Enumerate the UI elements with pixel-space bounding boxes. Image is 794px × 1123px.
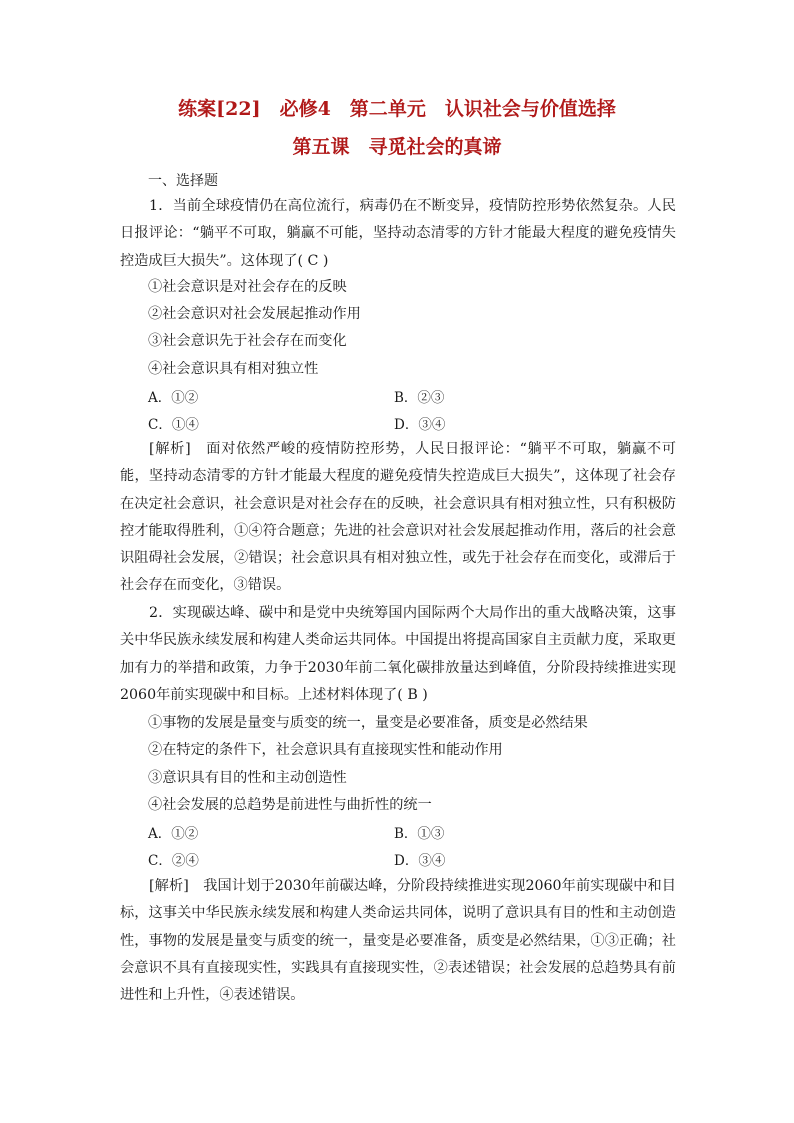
q1-choice-c: C．①④ (148, 417, 199, 433)
q2-choice-d: D．③④ (394, 853, 446, 869)
lesson-title: 第五课 寻觅社会的真谛 (292, 136, 502, 158)
q1-analysis: [解析] 面对依然严峻的疫情防控形势，人民日报评论：“躺平不可取，躺赢不可能，坚持动态清零的方针才能最大程度的避免疫情失控造成巨大损失”，这体现了社会存在决定社会意识，社会意识是对社会存在的反映，社会意识具有相对独立性，只有积极防控才能取得胜利，①④符合题意；先进的社会意识对社会发展起推动作用，落后的社会意识阻碍社会发展，②错误；社会意识具有相对独立性，或先于社会存在而变化，或滞后于社会存在而变化，③错误。 (120, 441, 676, 594)
q2-choice-a: A．①② (148, 826, 199, 842)
q1-choice-b: B．②③ (394, 390, 445, 406)
q2-statement-4: ④社会发展的总趋势是前进性与曲折性的统一 (148, 797, 432, 813)
q2-choice-b: B．①③ (394, 826, 445, 842)
q2-statement-3: ③意识具有目的性和主动创造性 (148, 770, 347, 786)
question-1-stem: 1．当前全球疫情仍在高位流行，病毒仍在不断变异，疫情防控形势依然复杂。人民日报评论：“躺平不可取，躺赢不可能，坚持动态清零的方针才能最大程度的避免疫情失控造成巨大损失”。这体现了( C ) (120, 198, 676, 269)
question-2-stem: 2．实现碳达峰、碳中和是党中央统筹国内国际两个大局作出的重大战略决策，这事关中华民族永续发展和构建人类命运共同体。中国提出将提高国家自主贡献力度，采取更加有力的举措和政策，力争于2030年前二氧化碳排放量达到峰值，分阶段持续推进实现2060年前实现碳中和目标。上述材料体现了( B ) (120, 605, 676, 703)
q1-statement-1: ①社会意识是对社会存在的反映 (148, 279, 347, 295)
q1-choice-d: D．③④ (394, 417, 446, 433)
q2-choice-c: C．②④ (148, 853, 199, 869)
q1-statement-2: ②社会意识对社会发展起推动作用 (148, 306, 361, 322)
q2-analysis: [解析] 我国计划于2030年前碳达峰，分阶段持续推进实现2060年前实现碳中和目标，这事关中华民族永续发展和构建人类命运共同体，说明了意识具有目的性和主动创造性，事物的发展是量变与质变的统一，量变是必要准备，质变是必然结果，①③正确；社会意识不具有直接现实性，实践具有直接现实性，②表述错误；社会发展的总趋势具有前进性和上升性，④表述错误。 (120, 878, 676, 1004)
q1-choice-a: A．①② (148, 390, 199, 406)
q2-statement-2: ②在特定的条件下，社会意识具有直接现实性和能动作用 (148, 742, 503, 758)
q1-statement-3: ③社会意识先于社会存在而变化 (148, 333, 347, 349)
q2-statement-1: ①事物的发展是量变与质变的统一，量变是必要准备，质变是必然结果 (148, 715, 588, 731)
q1-statement-4: ④社会意识具有相对独立性 (148, 361, 319, 377)
page-title: 练案[22] 必修4 第二单元 认识社会与价值选择 (178, 98, 616, 120)
section-heading: 一、选择题 (148, 173, 218, 189)
